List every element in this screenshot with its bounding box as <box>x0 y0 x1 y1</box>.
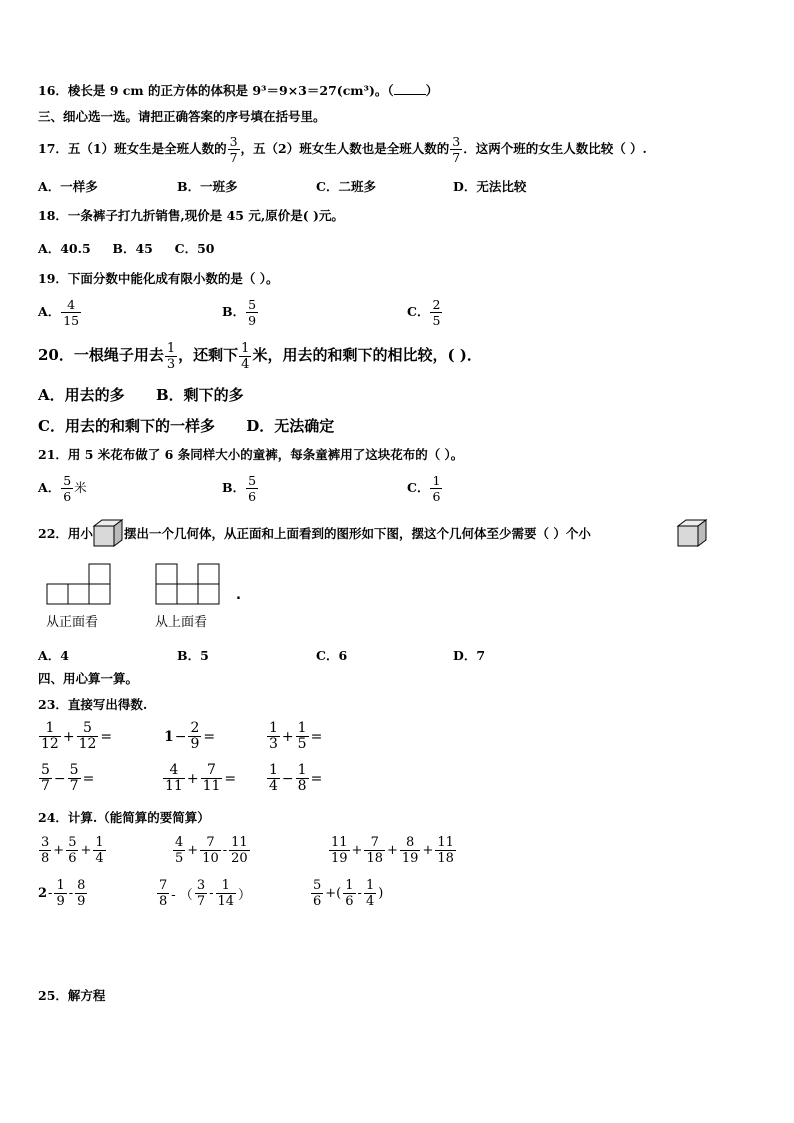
section-4-title: 四、用心算一算。 <box>38 671 139 686</box>
cube-icon <box>92 518 124 548</box>
q20-part2: ，还剩下 <box>178 346 239 364</box>
q20-options-cd[interactable]: C．用去的和剩下的一样多 D．无法确定 <box>38 417 335 435</box>
q24-expr-1: 3 8 + $\frac{5}{6}$ + $\frac{1}{4}$ <box>41 835 104 866</box>
q21-option-a[interactable]: A． $\frac{5}{6}$ 米 <box>38 473 87 504</box>
q16-text: 16．棱长是 9 cm 的正方体的体积是 9³＝9×3＝27(cm³)。（ <box>38 83 394 98</box>
q21-option-b[interactable]: B． $\frac{5}{6}$ <box>222 473 257 504</box>
section-3-title: 三、细心选一选。请把正确答案的序号填在括号里。 <box>38 109 326 124</box>
q22-option-a[interactable]: A．4 <box>38 648 69 663</box>
top-view-figure <box>155 562 221 606</box>
front-view-figure <box>46 562 112 606</box>
top-view-caption: 从上面看 <box>155 615 208 630</box>
figure-period: . <box>236 588 241 603</box>
q19-option-a[interactable]: A． $\frac{4}{15}$ <box>38 297 80 328</box>
question-21: 21．用 5 米花布做了 6 条同样大小的童裤，每条童裤用了这块花布的（ ）。 <box>38 447 464 462</box>
question-20: 20．一根绳子用去 $\frac{1}{3}$ ，还剩下 $\frac{1}{4}$ 米，用去的和剩下的相比较，( )． <box>38 340 482 372</box>
question-16 <box>38 82 438 99</box>
q24-expr-2: 4 5 + $\frac{7}{10}$ - 11 20 <box>175 835 248 866</box>
q20-part1: 20．一根绳子用去 <box>38 346 164 364</box>
fraction: $\frac{3}{7}$ <box>229 134 238 165</box>
q23-expr-4: 5 7 − $\frac{5}{7}$ = <box>41 762 95 794</box>
q23-expr-6: 1 4 − $\frac{1}{8}$ = <box>269 762 323 794</box>
q23-expr-1: 1 12 + $\frac{5}{12}$ = <box>41 720 113 752</box>
q20-part3: 米，用去的和剩下的相比较，( )． <box>252 346 482 364</box>
q22-option-d[interactable]: D．7 <box>453 648 486 663</box>
q17-option-c[interactable]: C．二班多 <box>316 179 376 194</box>
q17-option-b[interactable]: B．一班多 <box>177 179 238 194</box>
question-24: 24．计算.（能简算的要简算） <box>38 810 210 825</box>
q23-expr-3: 1 3 + $\frac{1}{5}$ = <box>269 720 323 752</box>
q24-expr-6: 5 6 +( 1 6 - 1 4 ) <box>313 878 384 909</box>
q23-expr-2: 1 − $\frac{2}{9}$ = <box>164 720 216 752</box>
cube-icon <box>676 518 708 548</box>
fraction: $\frac{3}{7}$ <box>452 134 461 165</box>
q24-expr-3: 11 19 + $\frac{7}{18}$ + $\frac{8}{19}$ + $\frac{11}{18}$ <box>331 835 454 866</box>
q21-option-c[interactable]: C． $\frac{1}{6}$ <box>407 473 441 504</box>
q17-part2: ，五（2）班女生人数也是全班人数的 <box>240 141 450 156</box>
q17-part3: ．这两个班的女生人数比较（ ）. <box>463 141 647 156</box>
question-23: 23．直接写出得数. <box>38 697 148 712</box>
question-22-part1: 22．用小 <box>38 526 93 541</box>
q20-options-ab[interactable]: A．用去的多 B．剩下的多 <box>38 386 244 404</box>
q17-part1: 17．五（1）班女生是全班人数的 <box>38 141 227 156</box>
q22-option-c[interactable]: C．6 <box>316 648 348 663</box>
question-18: 18．一条裤子打九折销售,现价是 45 元,原价是( )元。 <box>38 208 344 223</box>
question-19: 19．下面分数中能化成有限小数的是（ ）。 <box>38 271 279 286</box>
q22-option-b[interactable]: B．5 <box>177 648 209 663</box>
question-22-part2: 摆出一个几何体，从正面和上面看到的图形如下图，摆这个几何体至少需要（ ）个小 <box>124 526 591 541</box>
q24-expr-4: 2 - 1 9 - 8 9 <box>38 878 86 909</box>
q19-option-b[interactable]: B． $\frac{5}{9}$ <box>222 297 257 328</box>
q17-option-a[interactable]: A．一样多 <box>38 179 98 194</box>
q17-option-d[interactable]: D．无法比较 <box>453 179 527 194</box>
q18-options[interactable]: A．40.5 B．45 C．50 <box>38 241 215 256</box>
q19-option-c[interactable]: C． $\frac{2}{5}$ <box>407 297 441 328</box>
front-view-caption: 从正面看 <box>46 615 99 630</box>
q24-expr-5: 7 8 - （ 3 7 - 1 14 ） <box>159 878 252 909</box>
question-25: 25．解方程 <box>38 988 106 1003</box>
question-17 <box>38 131 647 167</box>
q23-expr-5: 4 11 + $\frac{7}{11}$ = <box>165 762 237 794</box>
q16-tail: ） <box>425 83 439 98</box>
answer-blank[interactable] <box>394 82 426 95</box>
